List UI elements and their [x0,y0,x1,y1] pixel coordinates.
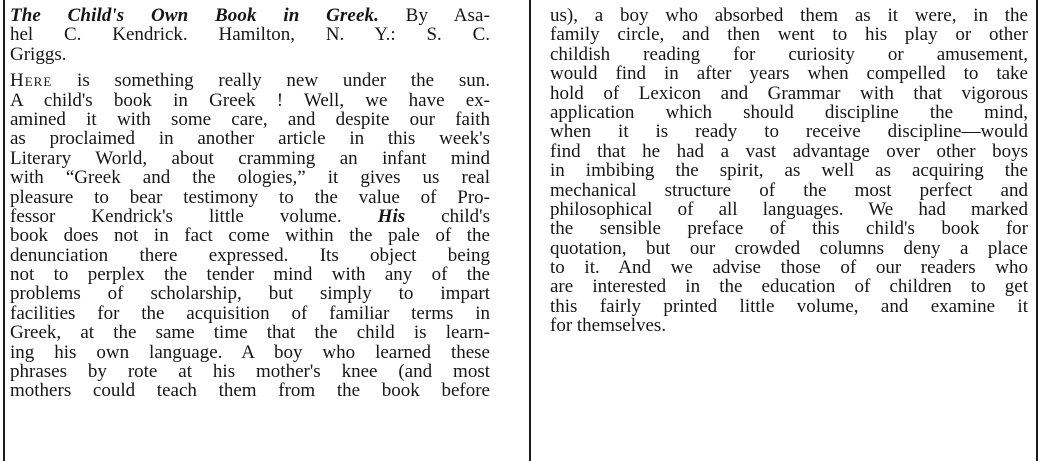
text-line: the sensible preface of this child's book for [550,218,1028,240]
text-line [10,71,490,90]
left-column [10,6,490,401]
text-line: Literary World, about cramming an infant mind [10,147,490,169]
text-line: mothers could teach them from the book before [10,380,490,402]
text-line: would find in after years when compelled to take [550,63,1028,85]
text-line: application which should discipline the mind, [550,101,1028,123]
text-line: philosophical of all languages. We had marked [550,198,1028,220]
text-line: not to perplex the tender mind with any of the [10,264,490,286]
text-line: mechanical structure of the most perfect and [550,179,1028,201]
text-line: to it. And we advise those of our readers who [550,257,1028,279]
right-column-rule [1036,0,1038,461]
text-line: are interested in the education of children to get [550,276,1028,298]
text-line: quotation, but our crowded columns deny a place [550,237,1028,259]
line-end: child's [405,205,490,227]
column-divider-rule [529,0,531,461]
text-line: ing his own language. A boy who learned these [10,341,490,363]
text-line: phrases by rote at his mother's knee (and most [10,361,490,383]
text-line: facilities for the acquisition of familiar terms in [10,302,490,324]
text-line: amined it with some care, and despite our faith [10,108,490,130]
line-start: fessor Kendrick's little volume. [10,205,378,227]
review-heading-line-1 [10,6,490,25]
text-line: problems of scholarship, but simply to impart [10,283,490,305]
lead-word: Here [10,70,53,92]
review-heading-line-3: Griggs. [10,43,67,65]
text-line: pleasure to bear testimony to the value of Pro- [10,186,490,208]
review-heading-line-2: hel C. Kendrick. Hamilton, N. Y.: S. C. [10,24,490,46]
text-line: this fairly printed little volume, and examine it [550,295,1028,317]
text-line: when it is ready to receive discipline—would [550,121,1028,143]
emphasized-word: His [377,205,406,227]
right-column [550,6,1028,336]
byline-start: By Asa- [378,5,490,26]
text-line: family circle, and then went to his play or other [550,24,1028,46]
book-title: The Child's Own Book in Greek. [10,5,379,26]
text-line: in imbibing the spirit, as well as acquiring the [550,160,1028,182]
text-line [10,207,490,226]
lead-line-rest: is something really new under the sun. [52,70,490,92]
text-line: book does not in fact come within the pale of the [10,225,490,247]
text-line: childish reading for curiosity or amusement, [550,43,1028,65]
text-line: us), a boy who absorbed them as it were, in the [550,5,1028,26]
text-line: Greek, at the same time that the child is learn- [10,322,490,344]
text-line: as proclaimed in another article in this week's [10,128,490,150]
text-line: find that he had a vast advantage over other boys [550,140,1028,162]
left-column-rule [3,0,5,461]
text-line: A child's book in Greek ! Well, we have ex- [10,89,490,111]
text-line: denunciation there expressed. Its object being [10,244,490,266]
text-line: hold of Lexicon and Grammar with that vigorous [550,82,1028,104]
text-line: with “Greek and the ologies,” it gives us real [10,167,490,189]
text-line: for themselves. [550,315,667,337]
